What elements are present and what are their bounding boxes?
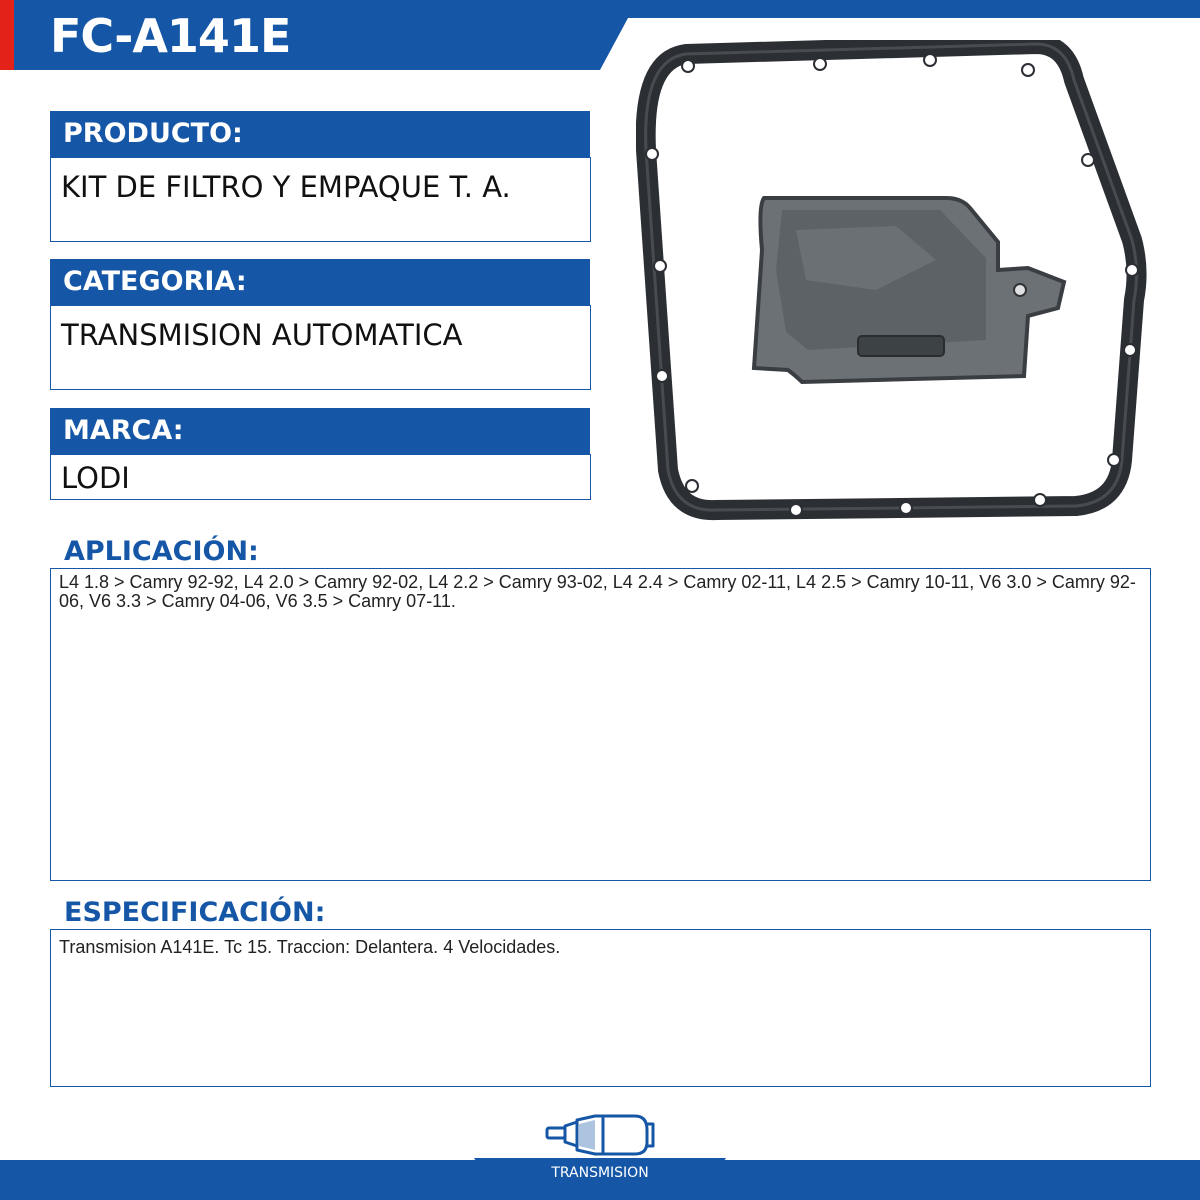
part-number-title: FC-A141E [50,9,291,63]
especificacion-text: Transmision A141E. Tc 15. Traccion: Delantera. 4 Velocidades. [50,929,1151,1087]
transmission-filter [754,198,1064,382]
aplicacion-text: L4 1.8 > Camry 92-92, L4 2.0 > Camry 92-02, L4 2.2 > Camry 93-02, L4 2.4 > Camry 02-11, L4 2.5 > Camry 10-11, V6 3.0 > Camry 92-06, V6 3.3 > Camry 04-06, V6 3.5 > Camry 07-11. [50,568,1151,881]
especificacion-title: ESPECIFICACIÓN: [64,897,326,928]
categoria-label: CATEGORIA: [50,259,590,305]
producto-label: PRODUCTO: [50,111,590,157]
marca-label: MARCA: [50,408,590,454]
marca-value: LODI [50,454,591,500]
producto-value: KIT DE FILTRO Y EMPAQUE T. A. [50,157,591,242]
categoria-value: TRANSMISION AUTOMATICA [50,305,591,390]
product-image [636,40,1166,530]
aplicacion-title: APLICACIÓN: [64,536,259,567]
transmission-icon [543,1110,659,1160]
footer-label: TRANSMISION [551,1165,649,1181]
